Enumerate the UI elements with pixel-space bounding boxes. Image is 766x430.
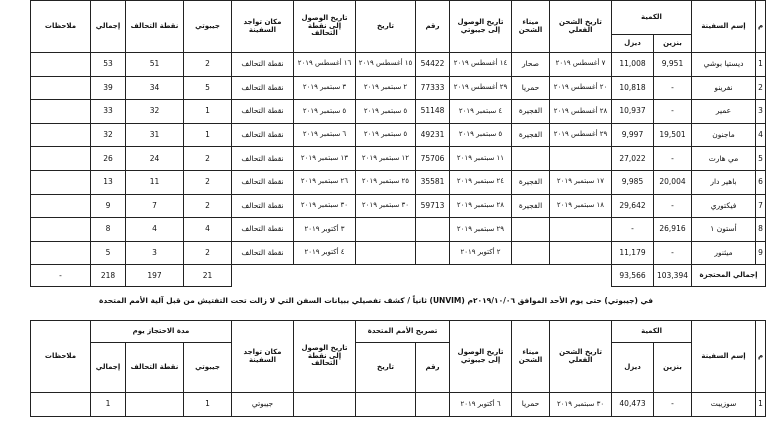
cell-total: 32	[91, 123, 126, 147]
cell-gathering-point	[126, 393, 184, 417]
totals-djibouti: 21	[184, 265, 232, 287]
header-total: إجمالي	[91, 1, 126, 53]
t2-header-m: م	[756, 321, 766, 393]
cell-arrival-gathering: ٥ سبتمبر ٢٠١٩	[294, 100, 356, 124]
cell-notes	[31, 100, 91, 124]
cell-actual-date: ٢٨ أغسطس ٢٠١٩	[550, 100, 612, 124]
cell-date: ١٥ أغسطس ٢٠١٩	[356, 53, 416, 77]
cell-total: 9	[91, 194, 126, 218]
cell-date: ١٢ سبتمبر ٢٠١٩	[356, 147, 416, 171]
cell-diesel: 9,997	[612, 123, 654, 147]
header-arrival-gathering: تاريخ الوصول إلى نقطة التحالف	[294, 1, 356, 53]
cell-ship-name: مي هارت	[692, 147, 756, 171]
inspection-ships-table	[30, 320, 766, 417]
cell-date: ٥ سبتمبر ٢٠١٩	[356, 123, 416, 147]
cell-djibouti: 5	[184, 76, 232, 100]
cell-gathering-point: 3	[126, 241, 184, 265]
t2-header-benzine: بنزين	[654, 343, 692, 393]
section-subtitle: ثانياً / كشف تفصيلي ببيانات السفن التي لا زالت تحت التفتيش من قبل آلية الأمم المتحدة (UNVIM) في (جيبوتي) حتى يوم الأحد الموافق ٢٠١٩/١٠/٠٦م	[98, 296, 654, 305]
cell-ship-location: جيبوتي	[232, 393, 294, 417]
totals-blank	[232, 265, 612, 287]
cell-ship-name: عمير	[692, 100, 756, 124]
cell-notes	[31, 123, 91, 147]
t2-header-arrival-gathering: تاريخ الوصول إلى نقطة التحالف	[294, 321, 356, 393]
cell-date	[356, 393, 416, 417]
cell-arrival-djibouti: ٢٩ أغسطس ٢٠١٩	[450, 76, 512, 100]
cell-ship-name: ميثنور	[692, 241, 756, 265]
t2-header-djibouti: جيبوتي	[184, 343, 232, 393]
cell-index: 7	[756, 194, 766, 218]
cell-actual-date: ٣٠ سبتمبر ٢٠١٩	[550, 393, 612, 417]
cell-number	[416, 218, 450, 242]
cell-arrival-djibouti: ٢٤ سبتمبر ٢٠١٩	[450, 170, 512, 194]
table-row	[31, 147, 766, 171]
cell-arrival-gathering: ١٦ أغسطس ٢٠١٩	[294, 53, 356, 77]
cell-index: 3	[756, 100, 766, 124]
t2-header-arrival-djibouti: تاريخ الوصول إلى جيبوتي	[450, 321, 512, 393]
cell-total: 26	[91, 147, 126, 171]
cell-index: 5	[756, 147, 766, 171]
cell-arrival-djibouti: ١١ سبتمبر ٢٠١٩	[450, 147, 512, 171]
t2-header-actual-date: تاريخ الشحن الفعلي	[550, 321, 612, 393]
cell-total: 1	[91, 393, 126, 417]
header-quantity: الكمية	[612, 1, 692, 35]
totals-gathering-point: 197	[126, 265, 184, 287]
cell-diesel: 40,473	[612, 393, 654, 417]
cell-gathering-point: 11	[126, 170, 184, 194]
cell-arrival-djibouti: ٦ أكتوبر ٢٠١٩	[450, 393, 512, 417]
cell-benzine: -	[654, 147, 692, 171]
cell-number: 75706	[416, 147, 450, 171]
cell-number: 59713	[416, 194, 450, 218]
cell-arrival-gathering: ٢٦ سبتمبر ٢٠١٩	[294, 170, 356, 194]
cell-date	[356, 218, 416, 242]
cell-arrival-djibouti: ١٤ أغسطس ٢٠١٩	[450, 53, 512, 77]
cell-actual-date: ٢٩ أغسطس ٢٠١٩	[550, 123, 612, 147]
cell-actual-date: ٢٠ أغسطس ٢٠١٩	[550, 76, 612, 100]
cell-diesel: 9,985	[612, 170, 654, 194]
cell-arrival-gathering	[294, 393, 356, 417]
cell-ship-name: ديستيا بوشي	[692, 53, 756, 77]
cell-arrival-gathering: ٦ سبتمبر ٢٠١٩	[294, 123, 356, 147]
cell-arrival-gathering: ٣ سبتمبر ٢٠١٩	[294, 76, 356, 100]
cell-gathering-point: 7	[126, 194, 184, 218]
cell-index: 6	[756, 170, 766, 194]
cell-arrival-gathering: ٣ أكتوبر ٢٠١٩	[294, 218, 356, 242]
table-row	[31, 123, 766, 147]
cell-actual-date	[550, 218, 612, 242]
cell-index: 8	[756, 218, 766, 242]
table1-totals-row	[31, 265, 766, 287]
t2-header-port: ميناء الشحن	[512, 321, 550, 393]
totals-benzine: 103,394	[654, 265, 692, 287]
cell-port: الفجيرة	[512, 123, 550, 147]
cell-number: 51148	[416, 100, 450, 124]
cell-actual-date: ٧ أغسطس ٢٠١٩	[550, 53, 612, 77]
header-arrival-djibouti: تاريخ الوصول إلى جيبوتي	[450, 1, 512, 53]
cell-benzine: 19,501	[654, 123, 692, 147]
t2-header-un-permit: تصريح الأمم المتحدة	[356, 321, 450, 343]
table-row	[31, 170, 766, 194]
totals-diesel: 93,566	[612, 265, 654, 287]
cell-total: 8	[91, 218, 126, 242]
t2-header-ship-name: إسم السفينة	[692, 321, 756, 393]
cell-djibouti: 2	[184, 170, 232, 194]
table2-header-row	[31, 321, 766, 343]
header-ship-location: مكان تواجد السفينة	[232, 1, 294, 53]
cell-ship-name: فيكتوري	[692, 194, 756, 218]
cell-port: الفجيرة	[512, 170, 550, 194]
cell-benzine: -	[654, 76, 692, 100]
cell-gathering-point: 24	[126, 147, 184, 171]
cell-number: 77333	[416, 76, 450, 100]
cell-total: 5	[91, 241, 126, 265]
cell-notes	[31, 147, 91, 171]
header-djibouti: جيبوتي	[184, 1, 232, 53]
cell-djibouti: 2	[184, 147, 232, 171]
cell-notes	[31, 53, 91, 77]
cell-total: 53	[91, 53, 126, 77]
cell-ship-name: باهير دار	[692, 170, 756, 194]
table-row	[31, 241, 766, 265]
cell-arrival-djibouti: ٥ سبتمبر ٢٠١٩	[450, 123, 512, 147]
cell-index: 1	[756, 393, 766, 417]
cell-djibouti: 4	[184, 218, 232, 242]
cell-benzine: 9,951	[654, 53, 692, 77]
t2-header-total: إجمالي	[91, 343, 126, 393]
cell-djibouti: 1	[184, 100, 232, 124]
cell-number	[416, 393, 450, 417]
t2-header-date: تاريخ	[356, 343, 416, 393]
cell-ship-name: نفرينو	[692, 76, 756, 100]
cell-gathering-point: 32	[126, 100, 184, 124]
header-notes: ملاحظات	[31, 1, 91, 53]
cell-date: ٥ سبتمبر ٢٠١٩	[356, 100, 416, 124]
cell-index: 2	[756, 76, 766, 100]
header-number: رقم	[416, 1, 450, 53]
cell-index: 1	[756, 53, 766, 77]
t2-header-detention: مدة الاحتجاز يوم	[91, 321, 232, 343]
cell-diesel: -	[612, 218, 654, 242]
cell-actual-date	[550, 241, 612, 265]
cell-notes	[31, 218, 91, 242]
table-row	[31, 100, 766, 124]
cell-arrival-gathering: ٣٠ سبتمبر ٢٠١٩	[294, 194, 356, 218]
cell-ship-location: نقطة التحالف	[232, 218, 294, 242]
cell-arrival-djibouti: ٢٩ سبتمبر ٢٠١٩	[450, 218, 512, 242]
cell-ship-location: نقطة التحالف	[232, 147, 294, 171]
header-gathering-point: نقطة التحالف	[126, 1, 184, 53]
t2-header-number: رقم	[416, 343, 450, 393]
cell-ship-location: نقطة التحالف	[232, 194, 294, 218]
header-m: م	[756, 1, 766, 53]
table-row	[31, 393, 766, 417]
t2-header-gathering-point: نقطة التحالف	[126, 343, 184, 393]
header-benzine: بنزين	[654, 35, 692, 53]
table-row	[31, 53, 766, 77]
cell-total: 13	[91, 170, 126, 194]
cell-benzine: -	[654, 393, 692, 417]
cell-benzine: -	[654, 100, 692, 124]
cell-arrival-djibouti: ٢ أكتوبر ٢٠١٩	[450, 241, 512, 265]
cell-date: ٢ سبتمبر ٢٠١٩	[356, 76, 416, 100]
cell-notes	[31, 76, 91, 100]
totals-total: 218	[91, 265, 126, 287]
cell-actual-date: ١٨ سبتمبر ٢٠١٩	[550, 194, 612, 218]
t2-header-ship-location: مكان تواجد السفينة	[232, 321, 294, 393]
cell-arrival-djibouti: ٤ سبتمبر ٢٠١٩	[450, 100, 512, 124]
cell-djibouti: 2	[184, 194, 232, 218]
table-row	[31, 194, 766, 218]
cell-notes	[31, 393, 91, 417]
cell-djibouti: 2	[184, 241, 232, 265]
cell-diesel: 11,008	[612, 53, 654, 77]
cell-ship-location: نقطة التحالف	[232, 76, 294, 100]
cell-benzine: 26,916	[654, 218, 692, 242]
cell-date: ٢٥ سبتمبر ٢٠١٩	[356, 170, 416, 194]
cell-arrival-djibouti: ٢٨ سبتمبر ٢٠١٩	[450, 194, 512, 218]
cell-gathering-point: 4	[126, 218, 184, 242]
header-actual-date: تاريخ الشحن الفعلي	[550, 1, 612, 53]
cell-port	[512, 218, 550, 242]
cell-total: 39	[91, 76, 126, 100]
cell-benzine: 20,004	[654, 170, 692, 194]
t2-header-quantity: الكمية	[612, 321, 692, 343]
cell-diesel: 29,642	[612, 194, 654, 218]
totals-label: إجمالي المحتجزة	[692, 265, 766, 287]
cell-date	[356, 241, 416, 265]
cell-notes	[31, 170, 91, 194]
cell-number: 49231	[416, 123, 450, 147]
cell-djibouti: 1	[184, 123, 232, 147]
cell-port: الفجيرة	[512, 100, 550, 124]
detained-ships-table	[30, 0, 766, 287]
cell-ship-location: نقطة التحالف	[232, 170, 294, 194]
cell-diesel: 11,179	[612, 241, 654, 265]
t2-header-notes: ملاحظات	[31, 321, 91, 393]
header-date: تاريخ	[356, 1, 416, 53]
cell-ship-location: نقطة التحالف	[232, 100, 294, 124]
header-port: ميناء الشحن	[512, 1, 550, 53]
cell-actual-date	[550, 147, 612, 171]
cell-ship-name: ماجنون	[692, 123, 756, 147]
totals-notes: -	[31, 265, 91, 287]
cell-number: 54422	[416, 53, 450, 77]
cell-ship-location: نقطة التحالف	[232, 123, 294, 147]
cell-port: حمريا	[512, 76, 550, 100]
table-row	[31, 76, 766, 100]
cell-ship-name: سوزيبت	[692, 393, 756, 417]
cell-actual-date: ١٧ سبتمبر ٢٠١٩	[550, 170, 612, 194]
cell-total: 33	[91, 100, 126, 124]
cell-index: 4	[756, 123, 766, 147]
header-ship-name: إسم السفينة	[692, 1, 756, 53]
cell-gathering-point: 51	[126, 53, 184, 77]
cell-gathering-point: 31	[126, 123, 184, 147]
cell-diesel: 10,937	[612, 100, 654, 124]
cell-diesel: 10,818	[612, 76, 654, 100]
header-diesel: ديزل	[612, 35, 654, 53]
cell-number	[416, 241, 450, 265]
cell-notes	[31, 194, 91, 218]
cell-benzine: -	[654, 241, 692, 265]
table-row	[31, 218, 766, 242]
cell-ship-name: أستون ١	[692, 218, 756, 242]
cell-diesel: 27,022	[612, 147, 654, 171]
cell-ship-location: نقطة التحالف	[232, 241, 294, 265]
cell-arrival-gathering: ٤ أكتوبر ٢٠١٩	[294, 241, 356, 265]
cell-port: الفجيرة	[512, 194, 550, 218]
cell-port	[512, 147, 550, 171]
cell-benzine: -	[654, 194, 692, 218]
cell-port: حمريا	[512, 393, 550, 417]
cell-number: 35581	[416, 170, 450, 194]
cell-port: صحار	[512, 53, 550, 77]
cell-notes	[31, 241, 91, 265]
cell-date: ٣٠ سبتمبر ٢٠١٩	[356, 194, 416, 218]
cell-djibouti: 2	[184, 53, 232, 77]
cell-arrival-gathering: ١٣ سبتمبر ٢٠١٩	[294, 147, 356, 171]
t2-header-diesel: ديزل	[612, 343, 654, 393]
cell-gathering-point: 34	[126, 76, 184, 100]
cell-ship-location: نقطة التحالف	[232, 53, 294, 77]
table1-header-row	[31, 1, 766, 35]
cell-djibouti: 1	[184, 393, 232, 417]
cell-port	[512, 241, 550, 265]
cell-index: 9	[756, 241, 766, 265]
